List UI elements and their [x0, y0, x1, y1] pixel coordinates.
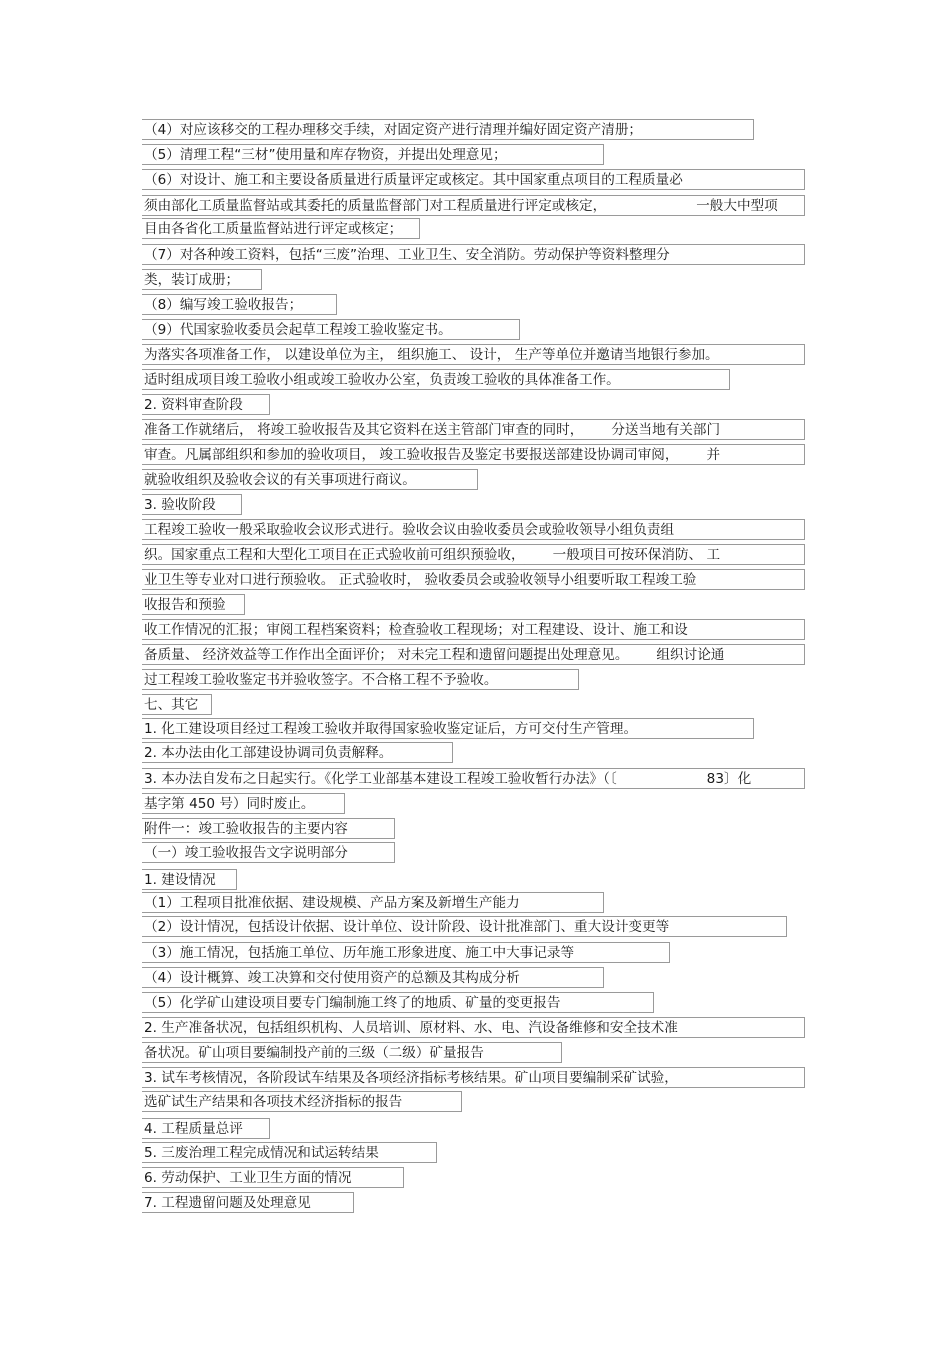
text-line: （6）对设计、施工和主要设备质量进行质量评定或核定。其中国家重点项目的工程质量必 — [142, 169, 805, 190]
section-heading: 七、其它 — [142, 694, 212, 715]
text-line: 就验收组织及验收会议的有关事项进行商议。 — [142, 469, 478, 490]
text-segment: 审查。凡属部组织和参加的验收项目， 竣工验收报告及鉴定书要报送部建设协调司审阅， — [144, 447, 679, 463]
text-line: 目由各省化工质量监督站进行评定或核定； — [142, 218, 420, 239]
text-segment: 83〕化 — [706, 771, 752, 787]
text-line: 4. 工程质量总评 — [142, 1118, 270, 1139]
text-line: 2. 本办法由化工部建设协调司负责解释。 — [142, 742, 453, 763]
text-line: 业卫生等专业对口进行预验收。 正式验收时， 验收委员会或验收领导小组要听取工程竣工验 — [142, 569, 805, 590]
text-line — [142, 444, 805, 465]
text-line: （4）对应该移交的工程办理移交手续，对固定资产进行清理并编好固定资产清册； — [142, 119, 754, 140]
text-line — [142, 544, 805, 565]
text-line: （4）设计概算、竣工决算和交付使用资产的总额及其构成分析 — [142, 967, 604, 988]
section-heading: 1. 建设情况 — [142, 869, 237, 890]
text-line: （3）施工情况，包括施工单位、历年施工形象进度、施工中大事记录等 — [142, 942, 670, 963]
text-line: （8）编写竣工验收报告； — [142, 294, 337, 315]
text-line: 为落实各项准备工作， 以建设单位为主， 组织施工、 设计， 生产等单位并邀请当地银行参加。 — [142, 344, 805, 365]
text-segment: 准备工作就绪后， 将竣工验收报告及其它资料在送主管部门审查的同时， — [144, 422, 584, 438]
section-heading: 2. 资料审查阶段 — [142, 394, 270, 415]
text-line — [142, 768, 805, 789]
text-line: 1. 化工建设项目经过工程竣工验收并取得国家验收鉴定证后，方可交付生产管理。 — [142, 718, 754, 739]
text-line: 7. 工程遗留问题及处理意见 — [142, 1192, 354, 1213]
text-line: 工程竣工验收一般采取验收会议形式进行。验收会议由验收委员会或验收领导小组负责组 — [142, 519, 805, 540]
text-line — [142, 195, 805, 216]
text-line: （7）对各种竣工资料，包括“三废”治理、工业卫生、安全消防。劳动保护等资料整理分 — [142, 244, 805, 265]
text-line: 过工程竣工验收鉴定书并验收签字。不合格工程不予验收。 — [142, 669, 579, 690]
text-segment: 须由部化工质量监督站或其委托的质量监督部门对工程质量进行评定或核定， — [144, 198, 607, 214]
text-line: 备状况。矿山项目要编制投产前的三级（二级）矿量报告 — [142, 1042, 562, 1063]
text-line: （5）化学矿山建设项目要专门编制施工终了的地质、矿量的变更报告 — [142, 992, 654, 1013]
text-line: （1）工程项目批准依据、建设规模、产品方案及新增生产能力 — [142, 892, 604, 913]
text-line — [142, 644, 805, 665]
text-line: （9）代国家验收委员会起草工程竣工验收鉴定书。 — [142, 319, 520, 340]
text-segment: 组织讨论通 — [656, 647, 725, 663]
text-line: 3. 试车考核情况，各阶段试车结果及各项经济指标考核结果。矿山项目要编制采矿试验， — [142, 1067, 805, 1088]
text-line: 5. 三废治理工程完成情况和试运转结果 — [142, 1142, 437, 1163]
text-line: 适时组成项目竣工验收小组或竣工验收办公室，负责竣工验收的具体准备工作。 — [142, 369, 730, 390]
text-segment: 织。国家重点工程和大型化工项目在正式验收前可组织预验收， — [144, 547, 525, 563]
text-line: 收工作情况的汇报；审阅工程档案资料；检查验收工程现场；对工程建设、设计、施工和设 — [142, 619, 805, 640]
text-line: 2. 生产准备状况，包括组织机构、人员培训、原材料、水、电、汽设备维修和安全技术准 — [142, 1017, 805, 1038]
text-line — [142, 419, 805, 440]
text-segment: 一般大中型项 — [696, 198, 778, 214]
text-line: （2）设计情况，包括设计依据、设计单位、设计阶段、设计批准部门、重大设计变更等 — [142, 916, 787, 937]
text-segment: 备质量、 经济效益等工作作出全面评价； 对未完工程和遗留问题提出处理意见。 — [144, 647, 629, 663]
text-line: （5）清理工程“三材”使用量和库存物资，并提出处理意见； — [142, 144, 604, 165]
text-line: 基字第 450 号）同时废止。 — [142, 793, 345, 814]
text-line: （一）竣工验收报告文字说明部分 — [142, 842, 395, 863]
text-line: 收报告和预验 — [142, 594, 245, 615]
text-line: 选矿试生产结果和各项技术经济指标的报告 — [142, 1091, 462, 1112]
text-segment: 分送当地有关部门 — [611, 422, 721, 438]
text-line: 类，装订成册； — [142, 269, 262, 290]
text-line: 6. 劳动保护、工业卫生方面的情况 — [142, 1167, 404, 1188]
text-segment: 一般项目可按环保消防、 工 — [552, 547, 721, 563]
text-line: 附件一：竣工验收报告的主要内容 — [142, 818, 395, 839]
text-segment: 3. 本办法自发布之日起实行。《化学工业部基本建设工程竣工验收暂行办法》（〔 — [144, 771, 617, 787]
text-segment: 并 — [706, 447, 721, 463]
section-heading: 3. 验收阶段 — [142, 494, 242, 515]
